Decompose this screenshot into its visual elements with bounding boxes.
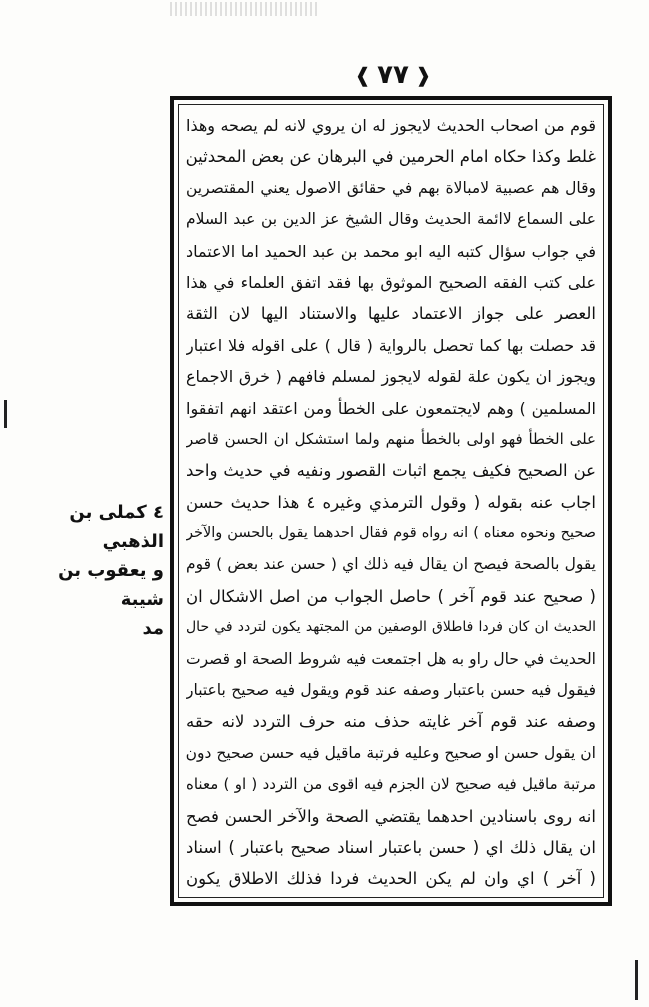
text-line: العصر على جواز الاعتماد عليها والاستناد اليها لان الثقة xyxy=(186,304,596,324)
margin-note-line: مد xyxy=(142,618,164,639)
text-line: انه روى باسنادين احدهما يقتضي الصحة والآخر الحسن فصح xyxy=(186,806,596,826)
text-line: الحديث ان كان فردا فاطلاق الوصفين من المجتهد يكون لتردد في حال xyxy=(186,619,596,636)
text-line: الحديث في حال راو به هل اجتمعت فيه شروط الصحة او قصرت xyxy=(186,649,596,668)
text-line: وصفه عند قوم آخر غايته حذف منه حرف التردد لانه حقه xyxy=(186,712,596,732)
text-line: المسلمين ) وهم لايجتمعون على الخطأ ومن اعتقد انهم اتفقوا xyxy=(186,398,596,418)
text-line: وقال هم عصبية لامبالاة بهم في حقائق الاصول يعني المقتصرين xyxy=(186,178,596,197)
main-text-block xyxy=(186,110,596,895)
text-line: غلط وكذا حكاه امام الحرمين في البرهان عن بعض المحدثين xyxy=(186,147,596,167)
margin-note xyxy=(14,498,164,643)
edge-line-mark xyxy=(635,960,638,1000)
text-line: فيقول فيه حسن باعتبار وصفه عند قوم ويقول فيه صحيح باعتبار xyxy=(186,681,596,700)
text-line: على كتب الفقه الصحيح الموثوق بها فقد اتفق العلماء في هذا xyxy=(186,272,596,292)
margin-note-line: و يعقوب بن شيبة xyxy=(58,560,164,610)
text-line: قوم من اصحاب الحديث لايجوز له ان يروي لانه لم يصحه وهذا xyxy=(186,116,596,135)
page-number: ٧٧ xyxy=(377,60,409,90)
text-line: ان يقول حسن او صحيح وعليه فرتبة ماقيل فيه حسن صحيح دون xyxy=(186,743,596,762)
margin-line-mark xyxy=(4,400,7,428)
text-line: يقول بالصحة فيصح ان يقال فيه ذلك اي ( حسن عند بعض ) قوم xyxy=(186,555,596,574)
text-line: ويجوز ان يكون علة لقوله لايجوز لمسلم فافهم ( خرق الاجماع xyxy=(186,367,596,387)
text-line: عن الصحيح فكيف يجمع اثبات القصور ونفيه في حديث واحد xyxy=(186,461,596,481)
scan-smudge xyxy=(170,2,320,16)
text-line: على الخطأ فهو اولى بالخطأ منهم ولما استشكل ان الحسن قاصر xyxy=(186,429,596,448)
text-line: اجاب عنه بقوله ( وقول الترمذي وغيره ٤ هذا حديث حسن xyxy=(186,492,596,512)
text-line: على السماع لاائمة الحديث وقال الشيخ عز الدين بن عبد السلام xyxy=(186,210,596,229)
ornament-right-icon: ❱ xyxy=(414,63,432,87)
ornament-left-icon: ❰ xyxy=(354,63,372,87)
text-line: ( صحيح عند قوم آخر ) حاصل الجواب من اصل الاشكال ان xyxy=(186,586,596,606)
text-line: ان يقال ذلك اي ( حسن باعتبار اسناد صحيح باعتبار ) اسناد xyxy=(186,837,596,857)
text-line: صحيح ونحوه معناه ) انه رواه قوم فقال احدهما يقول بالحسن والآخر xyxy=(186,525,596,542)
text-line: ( آخر ) اي وان لم يكن الحديث فردا فذلك الاطلاق يكون xyxy=(186,869,596,889)
text-line: قد حصلت بها كما تحصل بالرواية ( قال ) على اقوله فلا اعتبار xyxy=(186,335,596,355)
page-header xyxy=(338,58,448,92)
text-line: في جواب سؤال كتبه اليه ابو محمد بن عبد الحميد اما الاعتماد xyxy=(186,241,596,261)
text-line: مرتبة ماقيل فيه صحيح لان الجزم فيه اقوى من التردد ( او ) معناه xyxy=(186,775,596,794)
margin-note-line: ٤ كملى بن الذهبي xyxy=(69,502,164,552)
